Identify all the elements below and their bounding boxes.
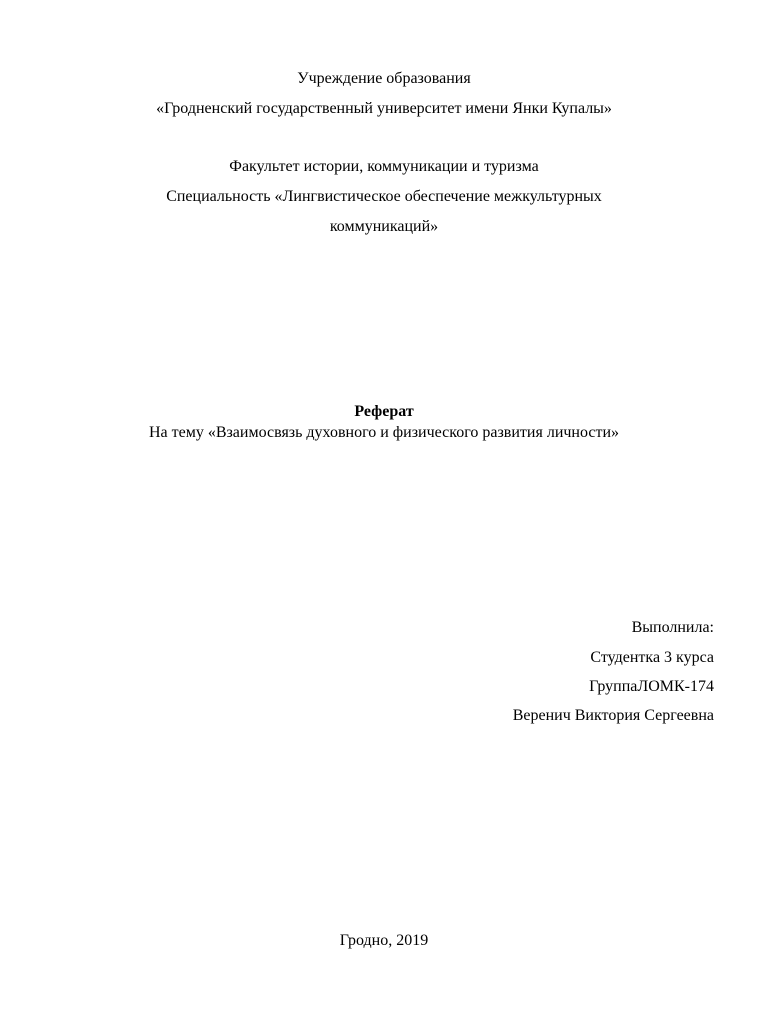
author-course: Студентка 3 курса: [590, 649, 714, 666]
city-year: Гродно, 2019: [339, 932, 429, 949]
document-topic: На тему «Взаимосвязь духовного и физического развития личности»: [148, 424, 620, 441]
specialty-line-2: коммуникаций»: [329, 218, 439, 235]
author-name: Веренич Виктория Сергеевна: [512, 707, 714, 724]
done-by-label: Выполнила:: [631, 619, 714, 636]
document-type-title: Реферат: [354, 403, 414, 420]
faculty-name: Факультет истории, коммуникации и туризма: [229, 158, 539, 175]
institution-label: Учреждение образования: [297, 70, 471, 87]
specialty-line-1: Специальность «Лингвистическое обеспечение межкультурных: [166, 188, 602, 205]
author-group: ГруппаЛОМК-174: [589, 678, 714, 695]
university-name: «Гродненский государственный университет имени Янки Купалы»: [156, 100, 612, 117]
